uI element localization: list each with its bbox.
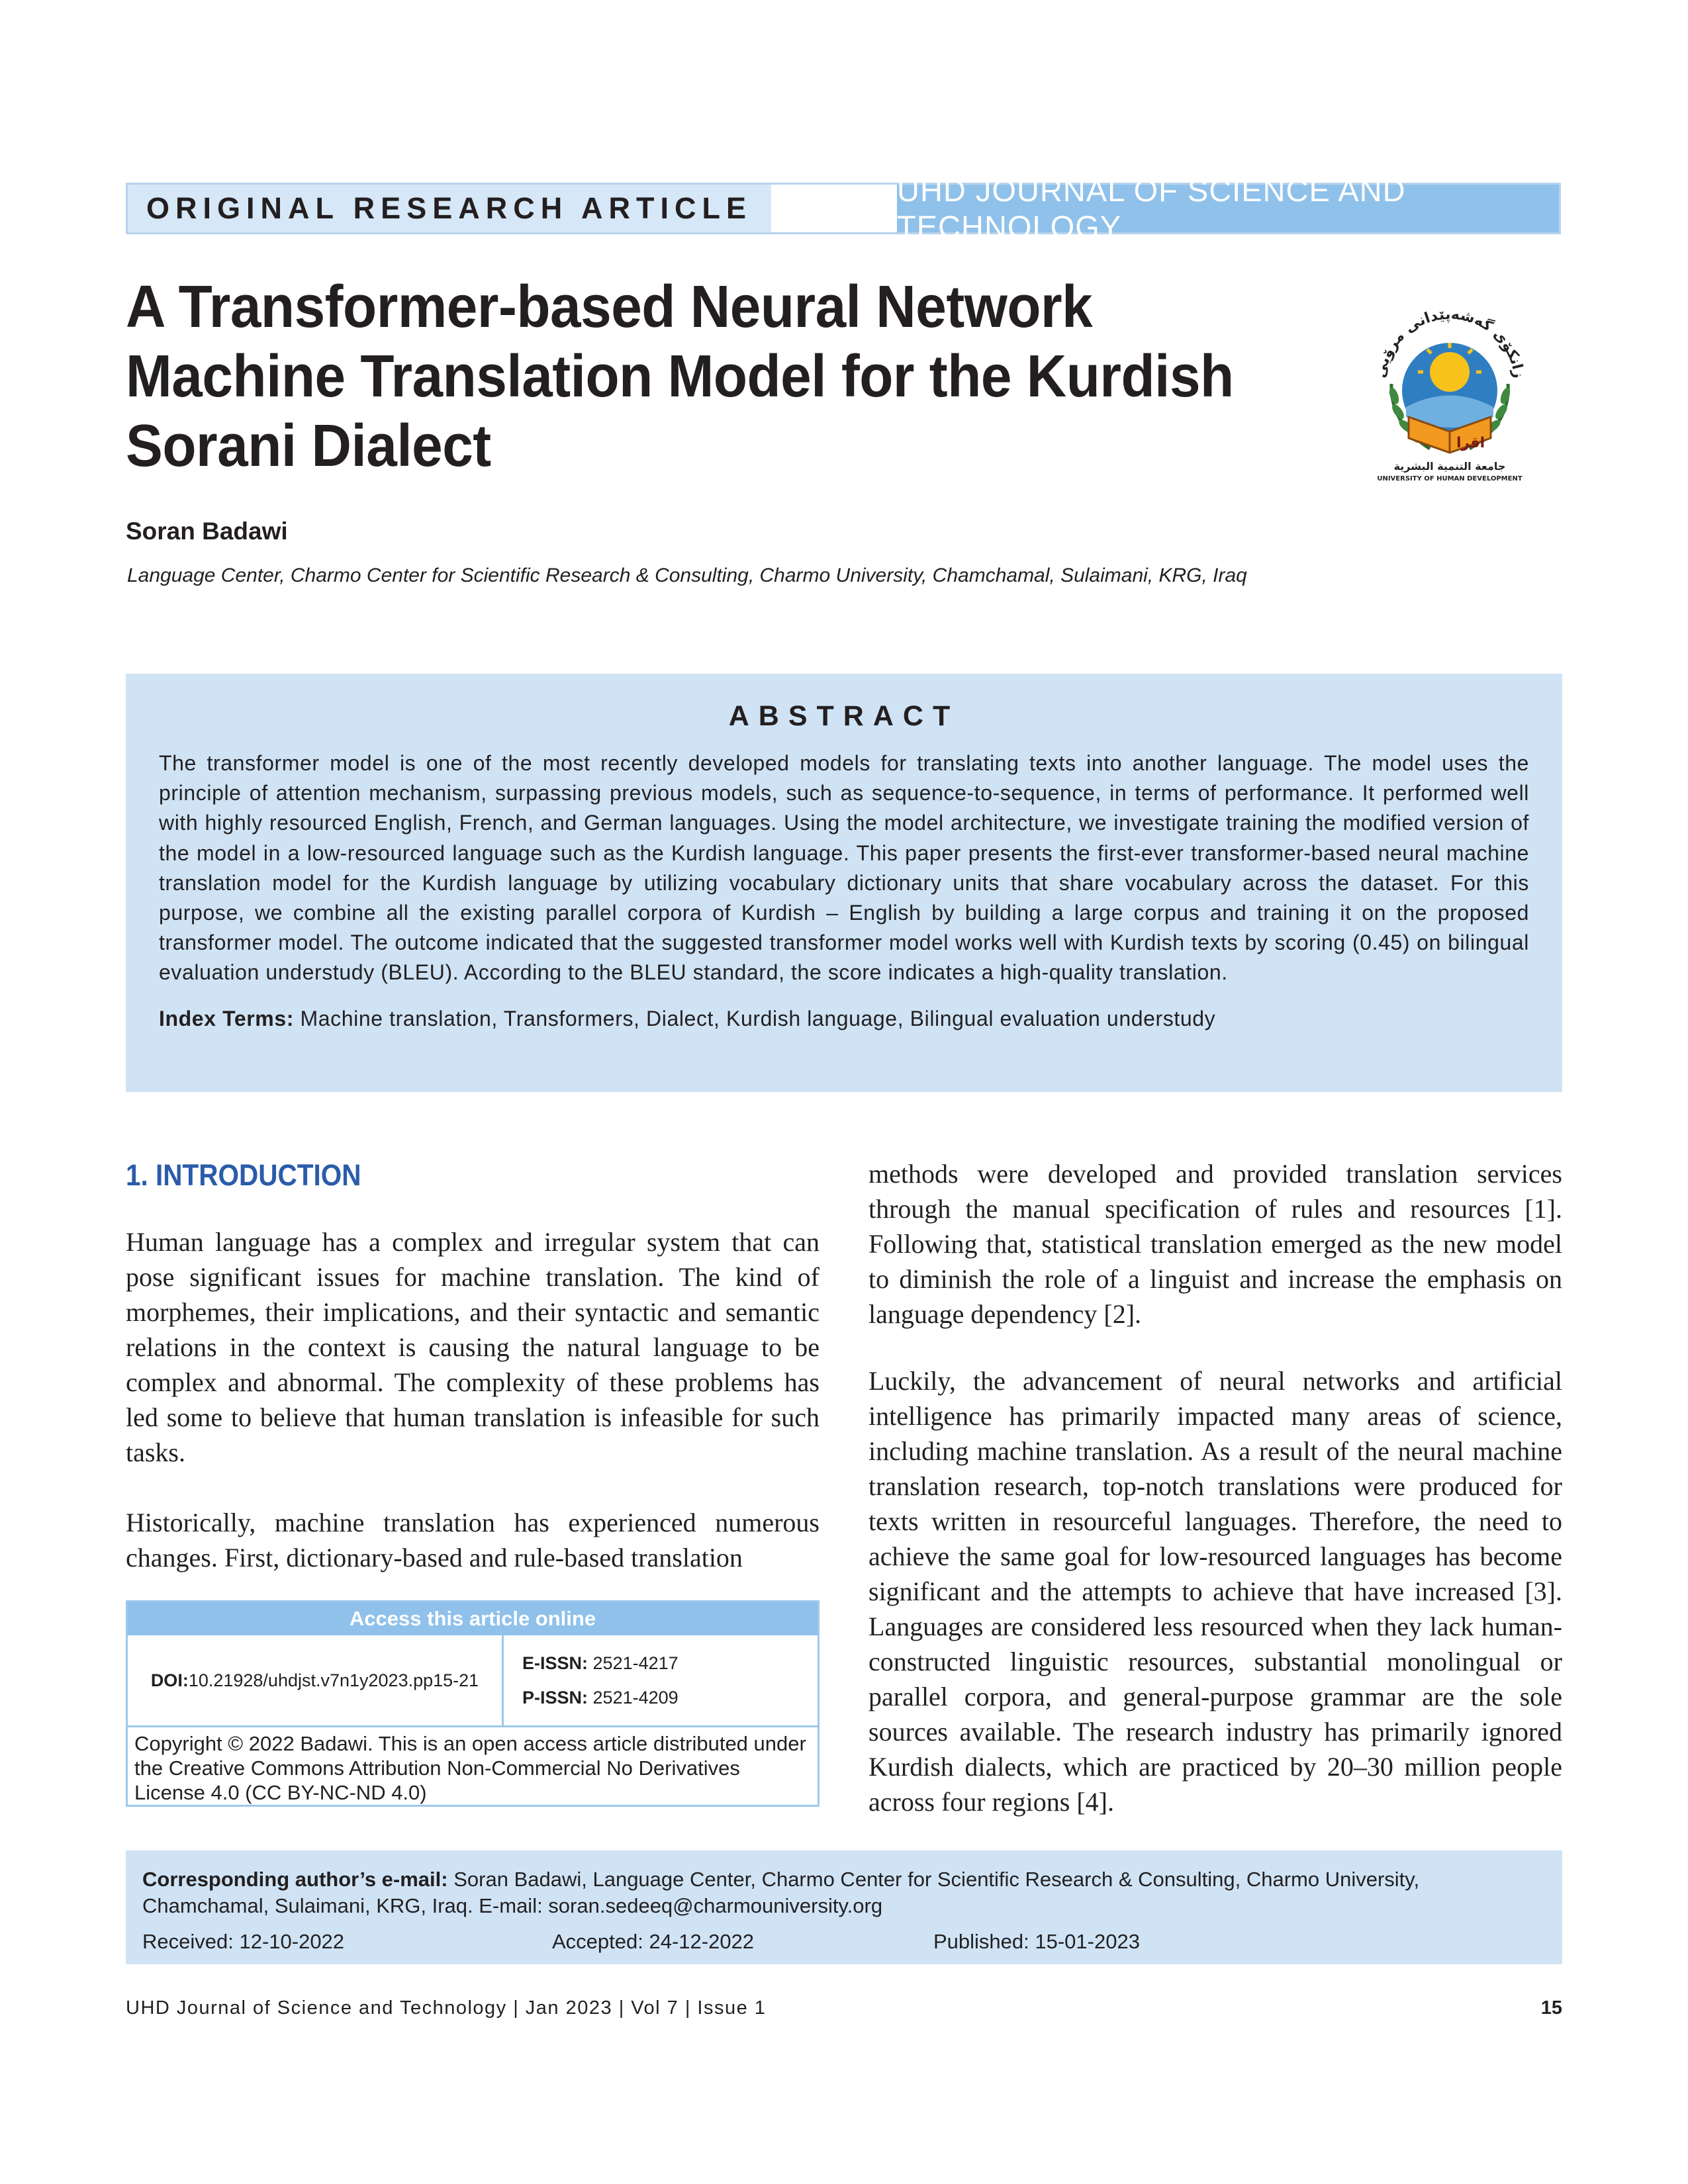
footer-journal-info: UHD Journal of Science and Technology | Jan 2023 | Vol 7 | Issue 1 bbox=[126, 1997, 767, 2019]
index-terms-label: Index Terms: bbox=[159, 1006, 294, 1030]
correspondence-label: Corresponding author’s e-mail: bbox=[142, 1868, 448, 1891]
published-date: Published: 15-01-2023 bbox=[933, 1930, 1140, 1953]
access-box-heading: Access this article online bbox=[128, 1602, 818, 1635]
body-paragraph: Historically, machine translation has experienced numerous changes. First, dictionary-based and rule-based translation bbox=[126, 1508, 820, 1572]
abstract-text: The transformer model is one of the most recently developed models for translating texts into another language. The model uses the principle of attention mechanism, surpassing previous models, such as sequence-to-sequence, in terms of performance. It performed well with highly resourced English, French, and German languages. Using the model architecture, we investigate training the modified version of the model in a low-resourced language such as the Kurdish language. This paper presents the first-ever transformer-based neural machine translation model for the Kurdish language by utilizing vocabulary dictionary units that share vocabulary across the dataset. For this purpose, we combine all the existing parallel corpora of Kurdish – English by building a large corpus and training it on the proposed transformer model. The outcome indicated that the suggested transformer model works well with Kurdish texts by scoring (0.45) on bilingual evaluation understudy (BLEU). According to the BLEU standard, the score indicates a high-quality translation. bbox=[159, 751, 1529, 985]
body-paragraph: Human language has a complex and irregular system that can pose significant issues for machine translation. The kind of morphemes, their implications, and their syntactic and semantic relations in the context is causing the natural language to be complex and abnormal. The complexity of these problems has led some to believe that human translation is infeasible for such tasks. bbox=[126, 1227, 820, 1467]
received-date: Received: 12-10-2022 bbox=[142, 1930, 345, 1953]
eissn-label: E-ISSN: bbox=[522, 1653, 588, 1673]
doi-link[interactable]: 10.21928/uhdjst.v7n1y2023.pp15-21 bbox=[188, 1670, 479, 1690]
abstract-box bbox=[126, 674, 1562, 1092]
banner-divider bbox=[771, 185, 897, 232]
author-affiliation: Language Center, Charmo Center for Scientific Research & Consulting, Charmo University, Chamchamal, Sulaimani, KRG, Iraq bbox=[127, 565, 1247, 586]
body-paragraph: methods were developed and provided translation services through the manual specification of rules and resources [1]. Following that, statistical translation emerged as the new model to diminish the role of a linguist and increase the emphasis on language dependency [2]. bbox=[868, 1159, 1562, 1329]
eissn-value: 2521-4217 bbox=[592, 1653, 679, 1673]
pissn-value: 2521-4209 bbox=[592, 1688, 679, 1707]
access-article-box bbox=[126, 1600, 820, 1807]
paper-title: A Transformer-based Neural Network Machine Translation Model for the Kurdish Sorani Dialect bbox=[126, 274, 1234, 479]
article-type-label: ORIGINAL RESEARCH ARTICLE bbox=[128, 185, 771, 232]
body-column-right bbox=[868, 1156, 1562, 1819]
doi-cell bbox=[128, 1635, 504, 1725]
doi-label: DOI: bbox=[150, 1670, 189, 1690]
accepted-date: Accepted: 24-12-2022 bbox=[552, 1930, 755, 1953]
pissn-label: P-ISSN: bbox=[522, 1688, 588, 1707]
abstract-heading: ABSTRACT bbox=[728, 700, 960, 732]
index-terms-value: Machine translation, Transformers, Dialect, Kurdish language, Bilingual evaluation understudy bbox=[300, 1006, 1216, 1030]
correspondence-text: Soran Badawi, Language Center, Charmo Center for Scientific Research & Consulting, Charmo University, Chamchamal, Sulaimani, KRG, Iraq. E-mail: soran.sedeeq@charmouniversity.org bbox=[142, 1868, 1420, 1917]
university-logo bbox=[1357, 285, 1542, 483]
page-number: 15 bbox=[1540, 1997, 1562, 2019]
author-name: Soran Badawi bbox=[126, 518, 288, 545]
body-column-left bbox=[126, 1224, 820, 1575]
section-heading-introduction: 1. INTRODUCTION bbox=[126, 1158, 361, 1192]
copyright-notice: Copyright © 2022 Badawi. This is an open access article distributed under the Creative Commons Attribution Non-Commercial No Derivatives License 4.0 (CC BY-NC-ND 4.0) bbox=[134, 1732, 806, 1804]
index-terms bbox=[159, 1004, 1529, 1033]
journal-name-label: UHD JOURNAL OF SCIENCE AND TECHNOLOGY bbox=[897, 185, 1559, 232]
issn-cell bbox=[504, 1635, 818, 1725]
svg-text:اقرا: اقرا bbox=[1456, 435, 1485, 451]
logo-english-name: UNIVERSITY OF HUMAN DEVELOPMENT bbox=[1377, 475, 1523, 482]
pissn-line bbox=[522, 1680, 818, 1715]
logo-arabic-top: زانكۆی گەشەپێدانی مرۆیی bbox=[1372, 306, 1527, 380]
header-banner bbox=[126, 173, 1561, 244]
access-identifiers bbox=[128, 1635, 818, 1727]
eissn-line bbox=[522, 1646, 818, 1680]
body-paragraph: Luckily, the advancement of neural networks and artificial intelligence has primarily impacted many areas of science, including machine translation. As a result of the neural machine translation research, top-notch translations were produced for texts written in resourceful languages. Therefore, the need to achieve the same goal for low-resourced languages has become significant and the attempts to achieve that have increased [3]. Languages are considered less resourced when they lack human-constructed linguistic resources, substantial monolingual or parallel corpora, and general-purpose grammar are the sole sources available. The research industry has primarily ignored Kurdish dialects, which are practiced by 20–30 million people across four regions [4]. bbox=[868, 1366, 1562, 1817]
logo-arabic-bottom: جامعة التنمية البشرية bbox=[1393, 460, 1506, 473]
